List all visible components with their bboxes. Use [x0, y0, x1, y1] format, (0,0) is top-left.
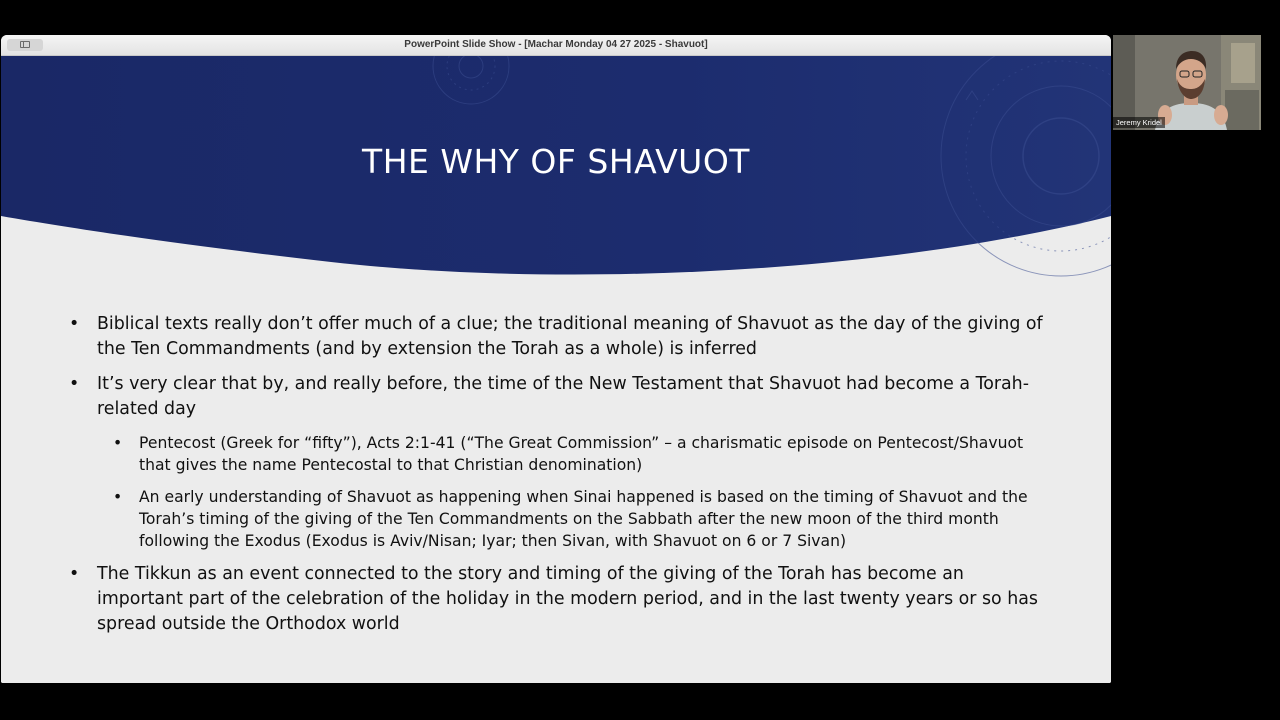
- slide-show-window[interactable]: [1, 35, 1111, 683]
- window-title: PowerPoint Slide Show - [Machar Monday 04 27 2025 - Shavuot]: [404, 39, 708, 50]
- bullet-biblical-texts: • Biblical texts really don’t offer much of a clue; the traditional meaning of Shavuot as the day of the giving of the Ten Commandments (and by extension the Torah as a whole) is inferred: [63, 312, 1053, 362]
- participant-name-label: Jeremy Kridel: [1113, 117, 1165, 128]
- window-title-bar[interactable]: [1, 35, 1111, 56]
- bullet-tikkun: • The Tikkun as an event connected to the story and timing of the giving of the Torah has become an important part of the celebration of the holiday in the modern period, and in the last twenty years or so has spread outside the Orthodox world: [63, 562, 1053, 637]
- sub-bullet-pentecost: • Pentecost (Greek for “fifty”), Acts 2:1-41 (“The Great Commission” – a charismatic episode on Pentecost/Shavuot that gives the name Pentecostal to that Christian denomination): [105, 432, 1053, 476]
- participant-video: [1113, 35, 1261, 130]
- sub-bullet-sinai-timing: • An early understanding of Shavuot as happening when Sinai happened is based on the timing of Shavuot and the Torah’s timing of the giving of the Ten Commandments on the Sabbath after the new moon of the third month following the Exodus (Exodus is Aviv/Nisan; Iyar; then Sivan, with Shavuot on 6 or 7 Sivan): [105, 486, 1053, 552]
- slide[interactable]: [1, 56, 1111, 683]
- webcam-video-tile[interactable]: [1113, 35, 1261, 130]
- slide-body: [63, 312, 1053, 647]
- bullet-new-testament: • It’s very clear that by, and really before, the time of the New Testament that Shavuot had become a Torah-related day: [63, 372, 1053, 422]
- slide-title: THE WHY OF SHAVUOT: [362, 142, 750, 181]
